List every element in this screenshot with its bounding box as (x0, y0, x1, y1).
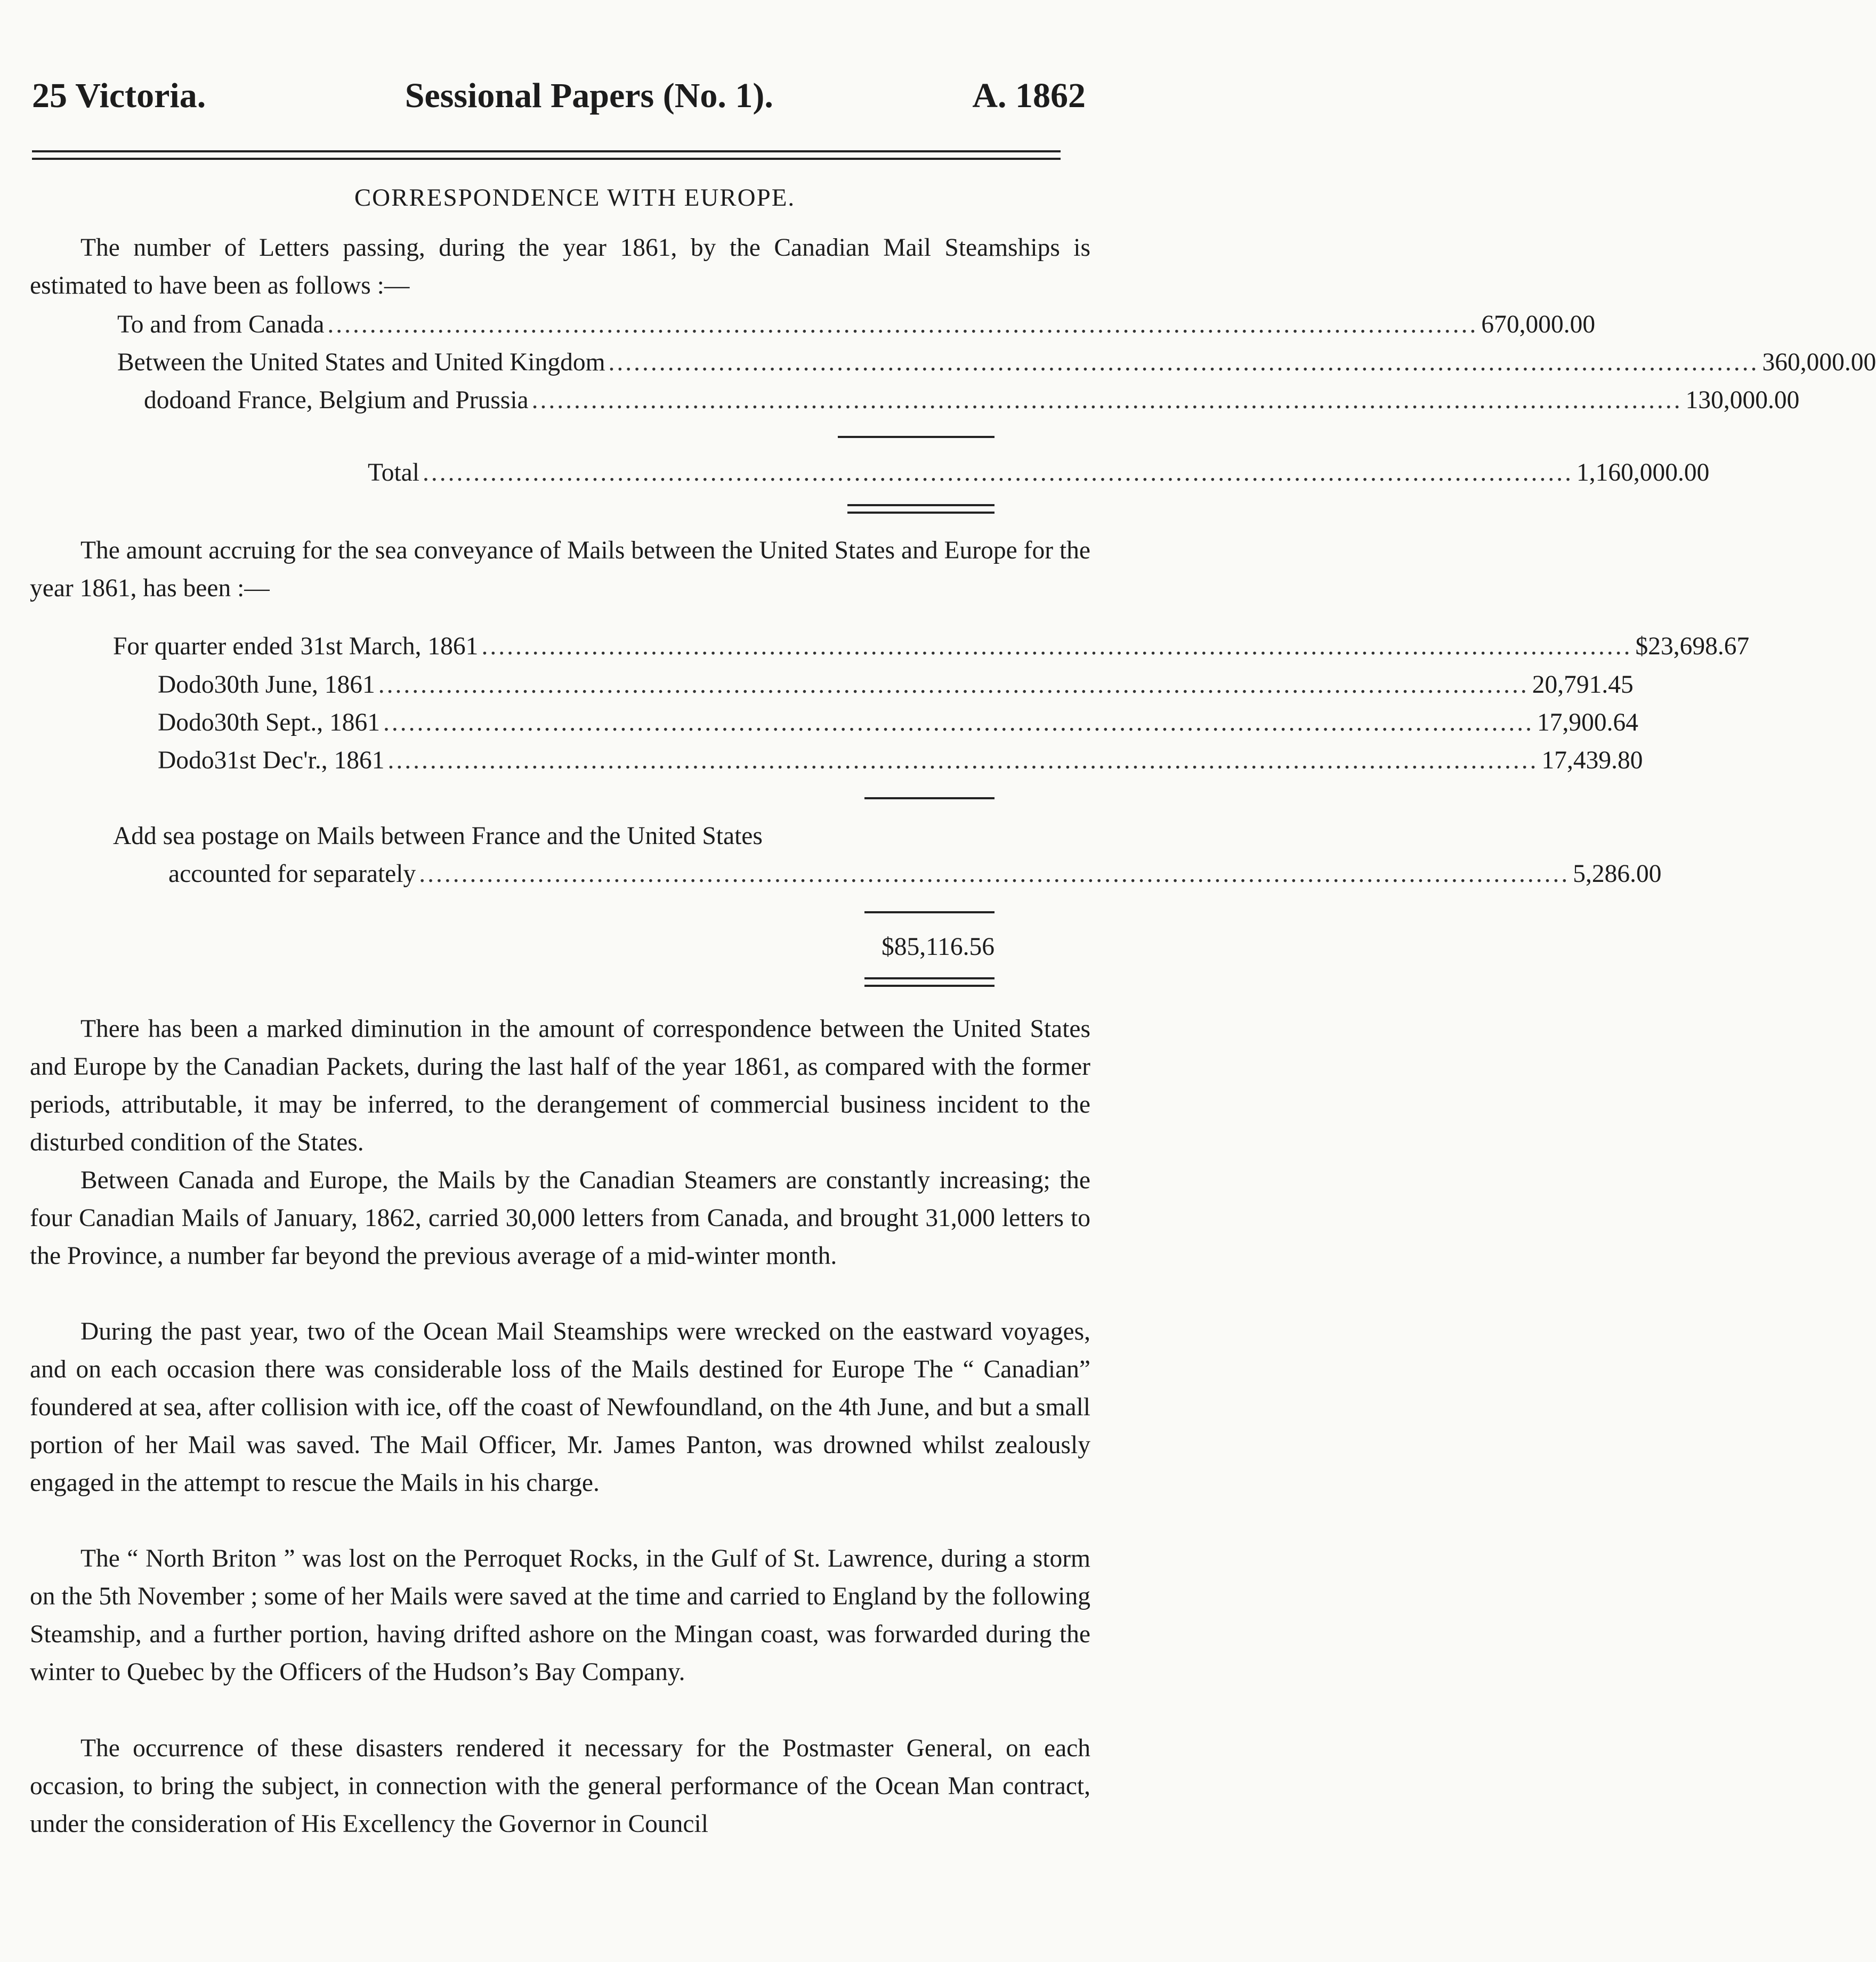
ditto-mark: do (144, 386, 169, 414)
letters-row (117, 344, 1876, 382)
quarter-amount: $23,698.67 (1635, 633, 1750, 660)
add-line-continued (168, 855, 1662, 893)
dot-leader: ........................................................................................................................................ (419, 860, 1570, 888)
sum-rule (864, 911, 994, 913)
body-paragraph: There has been a marked diminution in the amount of correspondence between the United States and Europe by the Canadian Packets, during the last half of the year 1861, as compared with the former periods, attributable, it may be inferred, to the derangement of commercial business incident to the disturbed condition of the States. (30, 1015, 1090, 1156)
dot-leader: ........................................................................................................................................ (387, 747, 1539, 774)
header-right: A. 1862 (972, 76, 1086, 115)
grand-total: $85,116.56 (882, 933, 994, 961)
letters-row-amount: 360,000.00 (1762, 348, 1876, 376)
double-rule-top (847, 504, 994, 506)
letters-row-label: and France, Belgium and Prussia (195, 386, 529, 414)
add-line-text: Add sea postage on Mails between France and the United States (113, 822, 763, 850)
ditto-mark: do (189, 671, 214, 699)
ditto-mark: Do (158, 709, 189, 736)
quarter-amount: 17,439.80 (1541, 747, 1643, 774)
letters-row-label: To and from Canada (117, 311, 325, 338)
body-paragraph: Between Canada and Europe, the Mails by the Canadian Steamers are constantly increasing; the four Canadian Mails of January, 1862, carried 30,000 letters from Canada, and brought 31,000 letters to the Province, a number far beyond the previous average of a mid-winter month. (30, 1166, 1090, 1270)
letters-row-amount: 670,000.00 (1481, 311, 1596, 338)
grand-total-row (864, 928, 994, 966)
body-paragraph: During the past year, two of the Ocean Mail Steamships were wrecked on the eastward voyages, and on each occasion there was considerable loss of the Mails destined for Europe The “ Canadian” foundered at sea, after collision with ice, off the coast of Newfoundland, on the 4th June, and but a small portion of her Mail was saved. The Mail Officer, Mr. James Panton, was drowned whilst zealously engaged in the attempt to rescue the Mails in his charge. (30, 1318, 1090, 1497)
letters-total-amount: 1,160,000.00 (1576, 459, 1710, 487)
add-line-text: accounted for separately (168, 860, 416, 888)
quarter-row (158, 666, 1634, 704)
sea-intro: The amount accruing for the sea conveyance of Mails between the United States and Europe for the year 1861, has been :— (30, 537, 1090, 602)
letters-total-label: Total (368, 459, 419, 487)
page-title: CORRESPONDENCE WITH EUROPE. (354, 184, 796, 212)
ditto-mark: do (189, 709, 214, 736)
dot-leader: ........................................................................................................................................ (608, 348, 1759, 376)
ditto-mark: Do (158, 671, 189, 699)
letters-total-row (368, 454, 1710, 492)
add-line (113, 817, 763, 855)
header-center: Sessional Papers (No. 1). (405, 76, 773, 115)
dot-leader: ........................................................................................................................................ (481, 633, 1632, 660)
quarter-prefix: For quarter ended (113, 633, 293, 660)
double-rule-top (864, 977, 994, 979)
quarter-date: 30th June, 1861 (214, 671, 375, 699)
quarter-date: 30th Sept., 1861 (214, 709, 380, 736)
quarter-row (158, 742, 1643, 780)
letters-row-amount: 130,000.00 (1685, 386, 1800, 414)
letters-intro: The number of Letters passing, during the year 1861, by the Canadian Mail Steamships is estimated to have been as follows :— (30, 234, 1090, 299)
quarter-date: 31st March, 1861 (300, 633, 479, 660)
letters-row (144, 382, 1800, 419)
double-rule-bottom (847, 512, 994, 514)
quarter-date: 31st Dec'r., 1861 (214, 747, 385, 774)
sum-rule (838, 436, 994, 438)
double-rule-bottom (864, 985, 994, 987)
header-left: 25 Victoria. (32, 76, 206, 115)
dot-leader: ........................................................................................................................................ (422, 459, 1573, 487)
sum-rule (864, 797, 994, 799)
letters-row (117, 306, 1596, 344)
ditto-mark: do (169, 386, 195, 414)
quarter-amount: 20,791.45 (1532, 671, 1634, 699)
dot-leader: ........................................................................................................................................ (327, 311, 1478, 338)
letters-row-label: Between the United States and United Kingdom (117, 348, 605, 376)
quarter-row (113, 628, 1750, 666)
dot-leader: ........................................................................................................................................ (378, 671, 1529, 699)
header-rule-top (32, 150, 1061, 152)
ditto-mark: do (189, 747, 214, 774)
dot-leader: ........................................................................................................................................ (383, 709, 1534, 736)
add-amount: 5,286.00 (1573, 860, 1662, 888)
quarter-amount: 17,900.64 (1537, 709, 1638, 736)
body-paragraph: The occurrence of these disasters rendered it necessary for the Postmaster General, on each occasion, to bring the subject, in connection with the general performance of the Ocean Man contract, under the consideration of His Excellency the Governor in Council (30, 1734, 1090, 1838)
quarter-row (158, 704, 1638, 742)
running-header (32, 76, 1086, 116)
dot-leader: ........................................................................................................................................ (531, 386, 1683, 414)
ditto-mark: Do (158, 747, 189, 774)
header-rule-bottom (32, 158, 1061, 160)
body-paragraph: The “ North Briton ” was lost on the Perroquet Rocks, in the Gulf of St. Lawrence, during a storm on the 5th November ; some of her Mails were saved at the time and carried to England by the following Steamship, and a further portion, having drifted ashore on the Mingan coast, was forwarded during the winter to Quebec by the Officers of the Hudson’s Bay Company. (30, 1545, 1090, 1686)
